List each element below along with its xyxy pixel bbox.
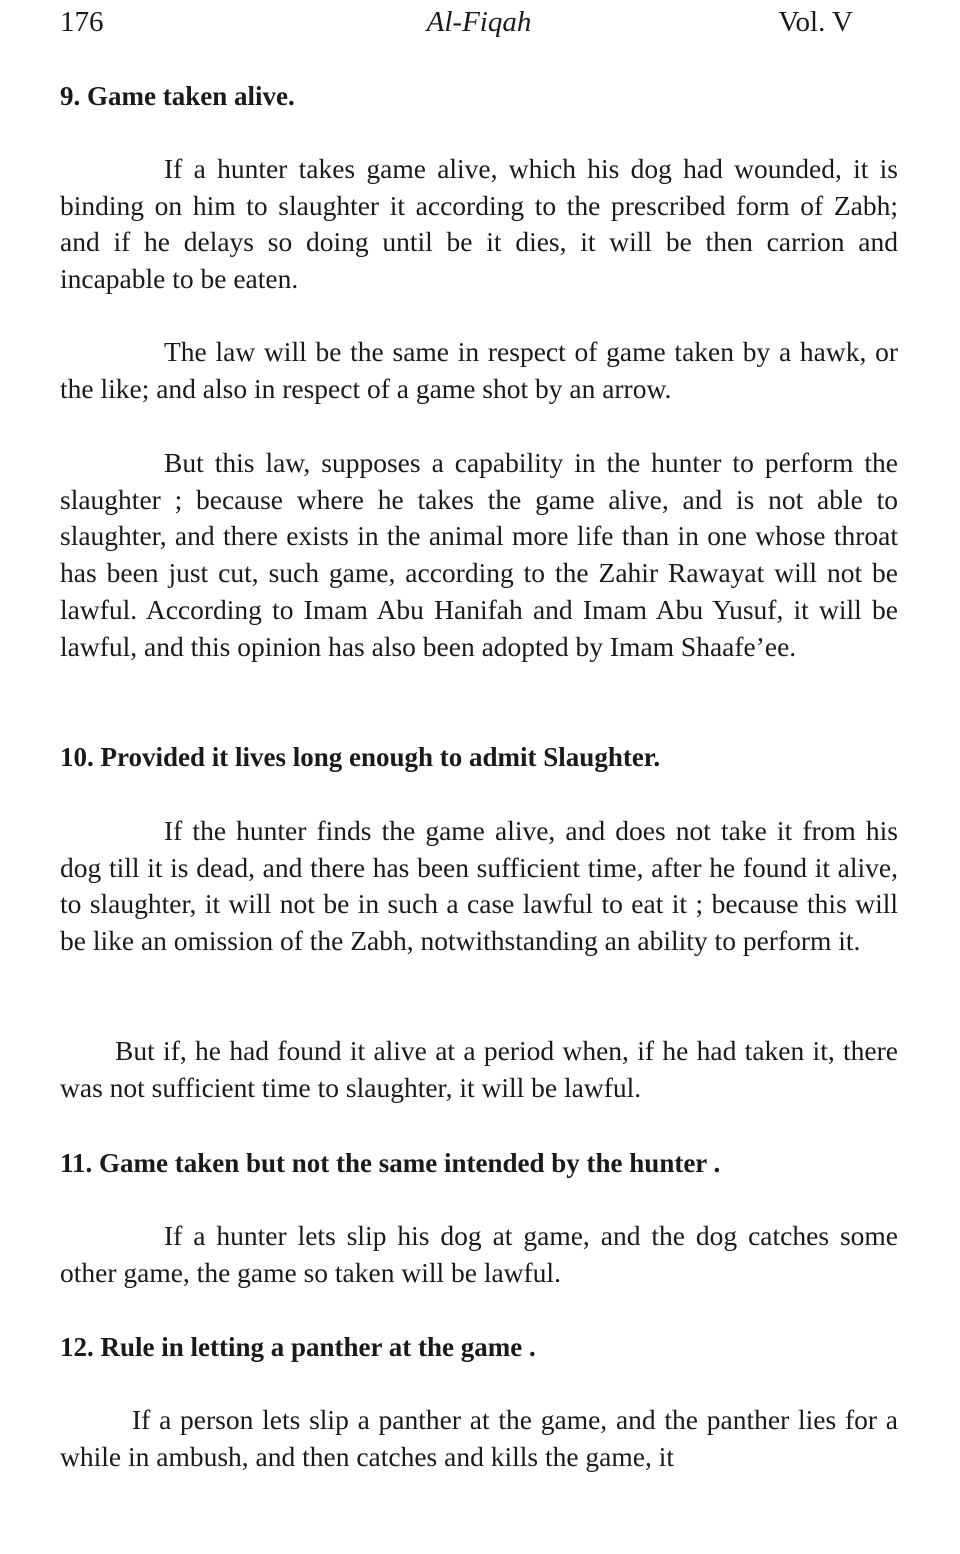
paragraph: If a hunter lets slip his dog at game, and the dog catches some other game, the game so taken will be lawful. [60,1220,898,1288]
section-heading-10: 10. Provided it lives long enough to admit Slaughter. [60,742,661,772]
paragraph: If a hunter takes game alive, which his dog had wounded, it is binding on him to slaughter it according to the prescribed form of Zabh; and if he delays so doing until be it dies, it will be then carrion and incapable to be eaten. [60,153,898,295]
section-heading-12: 12. Rule in letting a panther at the game . [60,1332,536,1362]
running-head [60,4,898,40]
paragraph: But if, he had found it alive at a period when, if he had taken it, there was not sufficient time to slaughter, it will be lawful. [60,1035,898,1103]
volume-label: Vol. V [778,6,853,38]
paragraph: The law will be the same in respect of game taken by a hawk, or the like; and also in respect of a game shot by an arrow. [60,336,898,404]
section-heading-11: 11. Game taken but not the same intended by the hunter . [60,1148,721,1178]
section-heading-9: 9. Game taken alive. [60,81,295,111]
paragraph: If a person lets slip a panther at the game, and the panther lies for a while in ambush, and then catches and kills the game, it [60,1404,898,1472]
paragraph: But this law, supposes a capability in the hunter to perform the slaughter ; because where he takes the game alive, and is not able to slaughter, and there exists in the animal more life than in one whose throat has been just cut, such game, according to the Zahir Rawayat will not be lawful. According to Imam Abu Hanifah and Imam Abu Yusuf, it will be lawful, and this opinion has also been adopted by Imam Shaafe’ee. [60,447,898,662]
book-title: Al-Fiqah [426,6,532,38]
book-page [60,0,898,1554]
paragraph: If the hunter finds the game alive, and does not take it from his dog till it is dead, and there has been sufficient time, after he found it alive, to slaughter, it will not be in such a case lawful to eat it ; because this will be like an omission of the Zabh, notwithstanding an ability to perform it. [60,815,898,957]
page-number: 176 [60,6,104,38]
